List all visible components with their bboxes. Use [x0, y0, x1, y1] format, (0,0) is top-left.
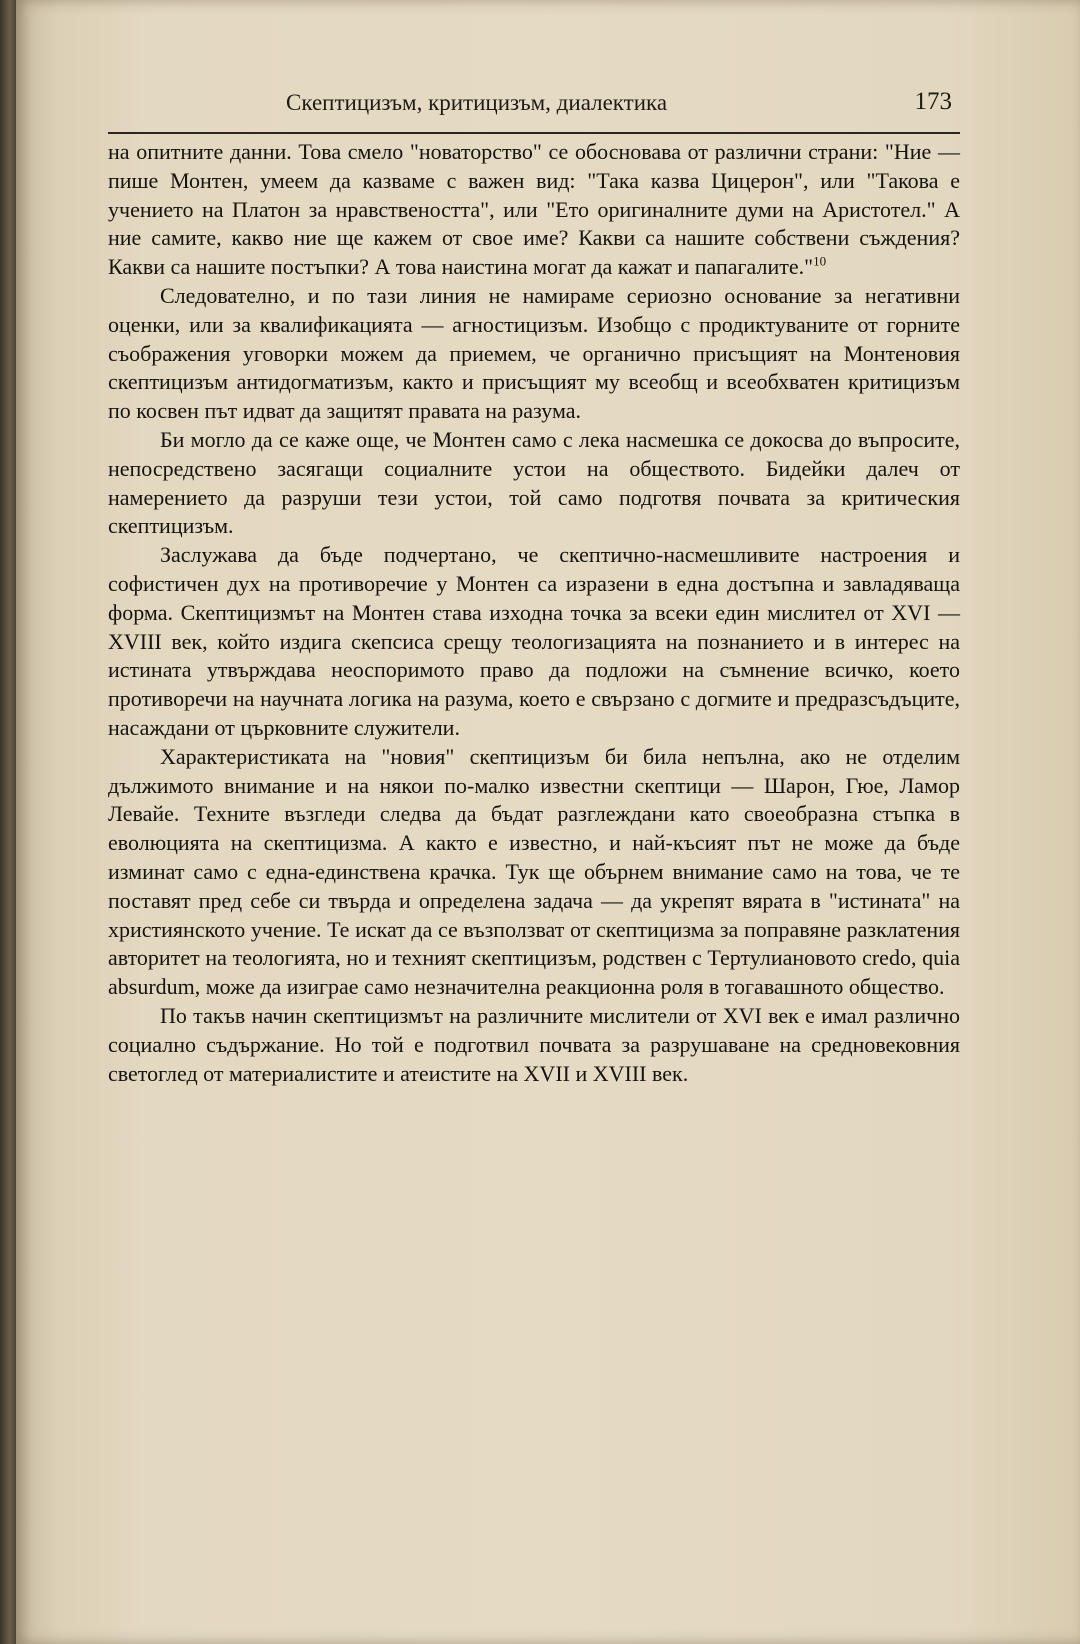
footnote-reference: 10	[813, 253, 827, 269]
running-title: Скептицизъм, критицизъм, диалектика	[286, 90, 668, 115]
paragraph-1	[108, 138, 960, 282]
paragraph-2: Следователно, и по тази линия не намираме сериозно основание за негативни оценки, или за квалификацията — агностицизъм. Изобщо с продиктуваните от горните съображения уговорки можем да приемем, че органично присъщият на Монтеновия скептицизъм антидогматизъм, както и присъщият му всеобщ и всеобхватен критицизъм по косвен път идват да защитят правата на разума.	[108, 282, 960, 424]
body-text	[108, 138, 960, 1088]
page-header	[108, 90, 960, 134]
paragraph-3: Би могло да се каже още, че Монтен само с лека насмешка се докосва до въпросите, непосредствено засягащи социалните устои на обществото. Бидейки далеч от намерението да разруши тези устои, той само подготвя почвата за критическия скептицизъм.	[108, 426, 960, 539]
paragraph-text: на опитните данни. Това смело "новаторство" се обосновава от различни страни: "Ние — пише Монтен, умеем да казваме с важен вид: "Така казва Цицерон", или "Такова е учението на Платон за нравствеността", или "Ето оригиналните думи на Аристотел." А ние самите, какво ние ще кажем от свое име? Какви са нашите собствени съждения? Какви са нашите постъпки? А това наистина могат да кажат и папагалите."	[108, 139, 960, 280]
page-number: 173	[914, 88, 952, 115]
paragraph-4: Заслужава да бъде подчертано, че скептично-насмешливите настроения и софистичен дух на противоречие у Монтен са изразени в една достъпна и завладяваща форма. Скептицизмът на Монтен става изходна точка за всеки един мислител от XVI — XVIII век, който издига скепсиса срещу теологизацията на познанието и в интерес на истината утвърждава неоспоримото право да подложи на съмнение всичко, което противоречи на научната логика на разума, което е свързано с догмите и предразсъдъците, насаждани от църковните служители.	[108, 542, 960, 740]
paragraph-5: Характеристиката на "новия" скептицизъм би била непълна, ако не отделим дължимото внимание и на някои по-малко известни скептици — Шарон, Гюе, Ламор Левайе. Техните възгледи следва да бъдат разглеждани като своеобразна стъпка в еволюцията на скептицизма. А както е известно, и най-късият път не може да бъде изминат само с една-единствена крачка. Тук ще обърнем внимание само на това, че те поставят пред себе си твърда и определена задача — да укрепят вярата в "истината" на християнското учение. Те искат да се възползват от скептицизма за поправяне разклатения авторитет на теологията, но и техният скептицизъм, родствен с Тертулиановото credo, quia absurdum, може да изиграе само незначителна реакционна роля в тогавашното общество.	[108, 743, 960, 1000]
paragraph-6: По такъв начин скептицизмът на различните мислители от XVI век е имал различно социално съдържание. Но той е подготвил почвата за разрушаване на средновековния светоглед от материалистите и атеистите на XVII и XVIII век.	[108, 1002, 960, 1086]
